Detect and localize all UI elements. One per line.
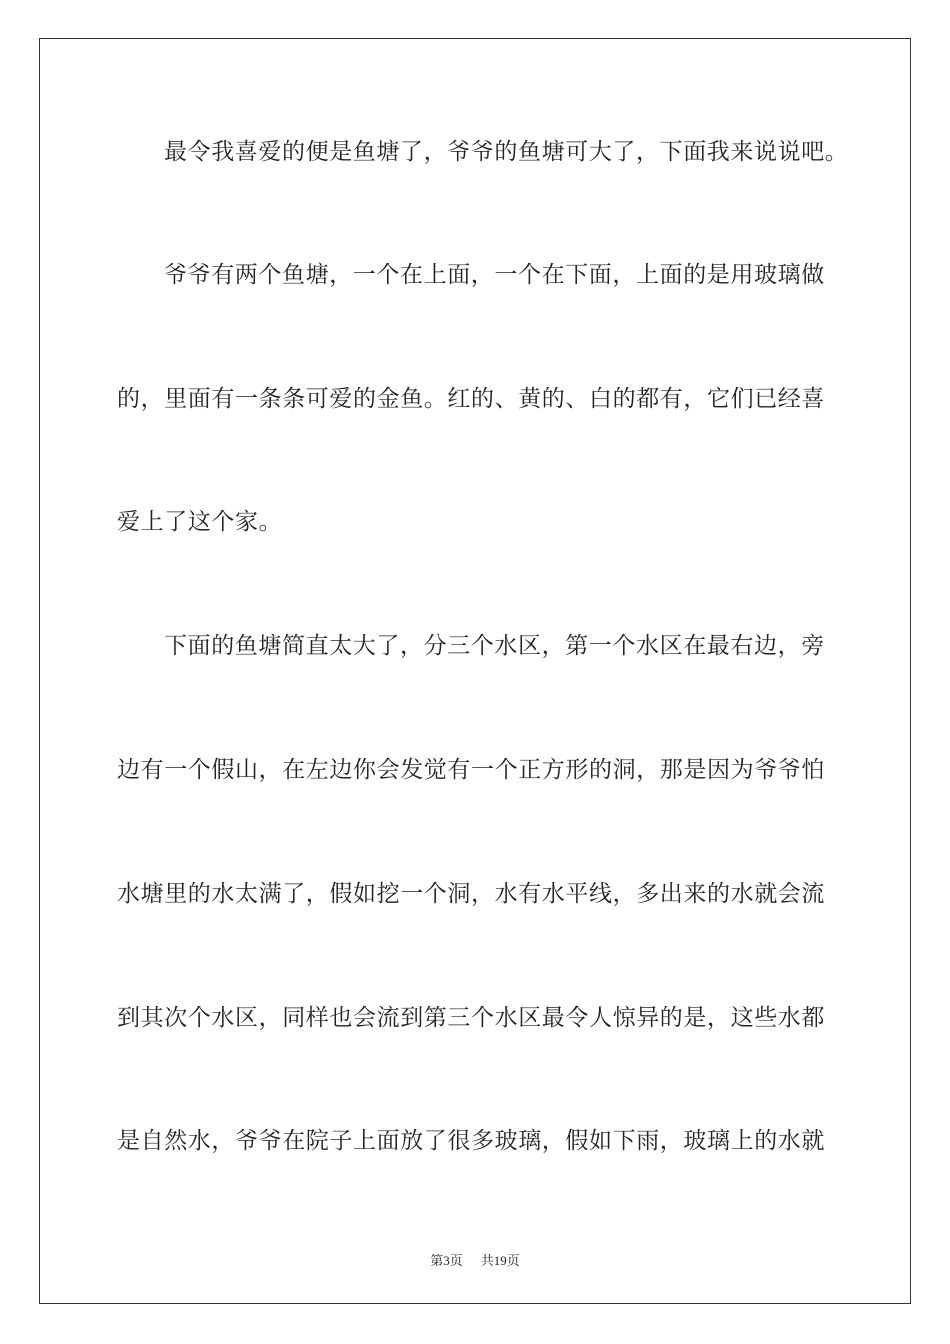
paragraph-line: 下面的鱼塘简直太大了，分三个水区，第一个水区在最右边，旁 [164, 633, 825, 659]
paragraph-line: 爱上了这个家。 [117, 509, 283, 535]
total-pages: 共19页 [480, 1253, 520, 1268]
page-footer [0, 1250, 950, 1269]
paragraph-line: 是自然水，爷爷在院子上面放了很多玻璃，假如下雨，玻璃上的水就 [117, 1128, 825, 1154]
page-number: 第3页 [430, 1253, 463, 1268]
paragraph-line: 边有一个假山，在左边你会发觉有一个正方形的洞，那是因为爷爷怕 [117, 757, 825, 783]
paragraph-line: 水塘里的水太满了，假如挖一个洞，水有水平线，多出来的水就会流 [117, 881, 825, 907]
paragraph-line: 最令我喜爱的便是鱼塘了，爷爷的鱼塘可大了，下面我来说说吧。 [164, 139, 849, 165]
page-border [39, 38, 911, 1304]
paragraph-line: 爷爷有两个鱼塘，一个在上面，一个在下面，上面的是用玻璃做 [164, 262, 825, 288]
paragraph-line: 的，里面有一条条可爱的金鱼。红的、黄的、白的都有，它们已经喜 [117, 386, 825, 412]
paragraph-line: 到其次个水区，同样也会流到第三个水区最令人惊异的是，这些水都 [117, 1005, 825, 1031]
